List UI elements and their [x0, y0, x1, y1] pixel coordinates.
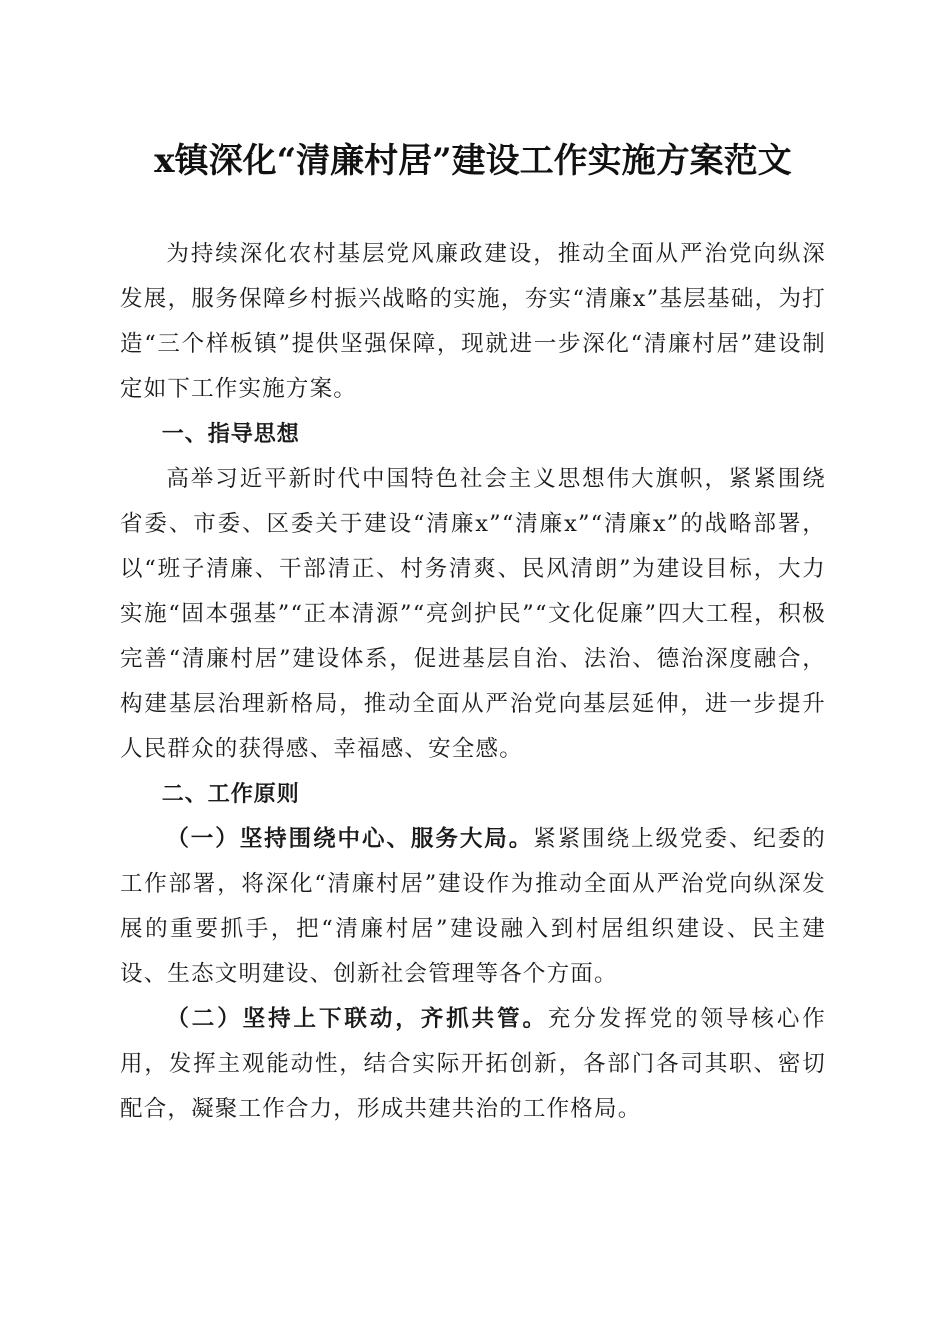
document-title: x镇深化“清廉村居”建设工作实施方案范文 [154, 141, 792, 181]
intro-paragraph: 为持续深化农村基层党风廉政建设，推动全面从严治党向纵深发展，服务保障乡村振兴战略的实施，夯实“清廉x”基层基础，为打造“三个样板镇”提供坚强保障，现就进一步深化“清廉村居”建设制定如下工作实施方案。 [120, 241, 826, 402]
guiding-thought-paragraph: 高举习近平新时代中国特色社会主义思想伟大旗帜，紧紧围绕省委、市委、区委关于建设“清廉x”“清廉x”“清廉x”的战略部署，以“班子清廉、干部清正、村务清爽、民风清朗”为建设目标，大力实施“固本强基”“正本清源”“亮剑护民”“文化促廉”四大工程，积极完善“清廉村居”建设体系，促进基层自治、法治、德治深度融合，构建基层治理新格局，推动全面从严治党向基层延伸，进一步提升人民群众的获得感、幸福感、安全感。 [120, 466, 826, 762]
principle-item-1-text: 紧紧围绕上级党委、纪委的工作部署，将深化“清廉村居”建设作为推动全面从严治党向纵深发展的重要抓手，把“清廉村居”建设融入到村居组织建设、民主建设、生态文明建设、创新社会管理等各个方面。 [120, 826, 826, 987]
principle-item-1-lead: （一）坚持围绕中心、服务大局。 [166, 826, 534, 852]
principle-item-2-text: 充分发挥党的领导核心作用，发挥主观能动性，结合实际开拓创新，各部门各司其职、密切配合，凝聚工作合力，形成共建共治的工作格局。 [120, 1006, 826, 1122]
principle-item-2 [120, 997, 826, 1132]
document-body [120, 232, 826, 1132]
section-heading-guiding-thought: 一、指导思想 [161, 422, 300, 447]
principle-item-2-lead: （二）坚持上下联动，齐抓共管。 [166, 1006, 548, 1032]
principle-item-1 [120, 817, 826, 997]
section-heading-work-principles: 二、工作原则 [161, 782, 300, 807]
